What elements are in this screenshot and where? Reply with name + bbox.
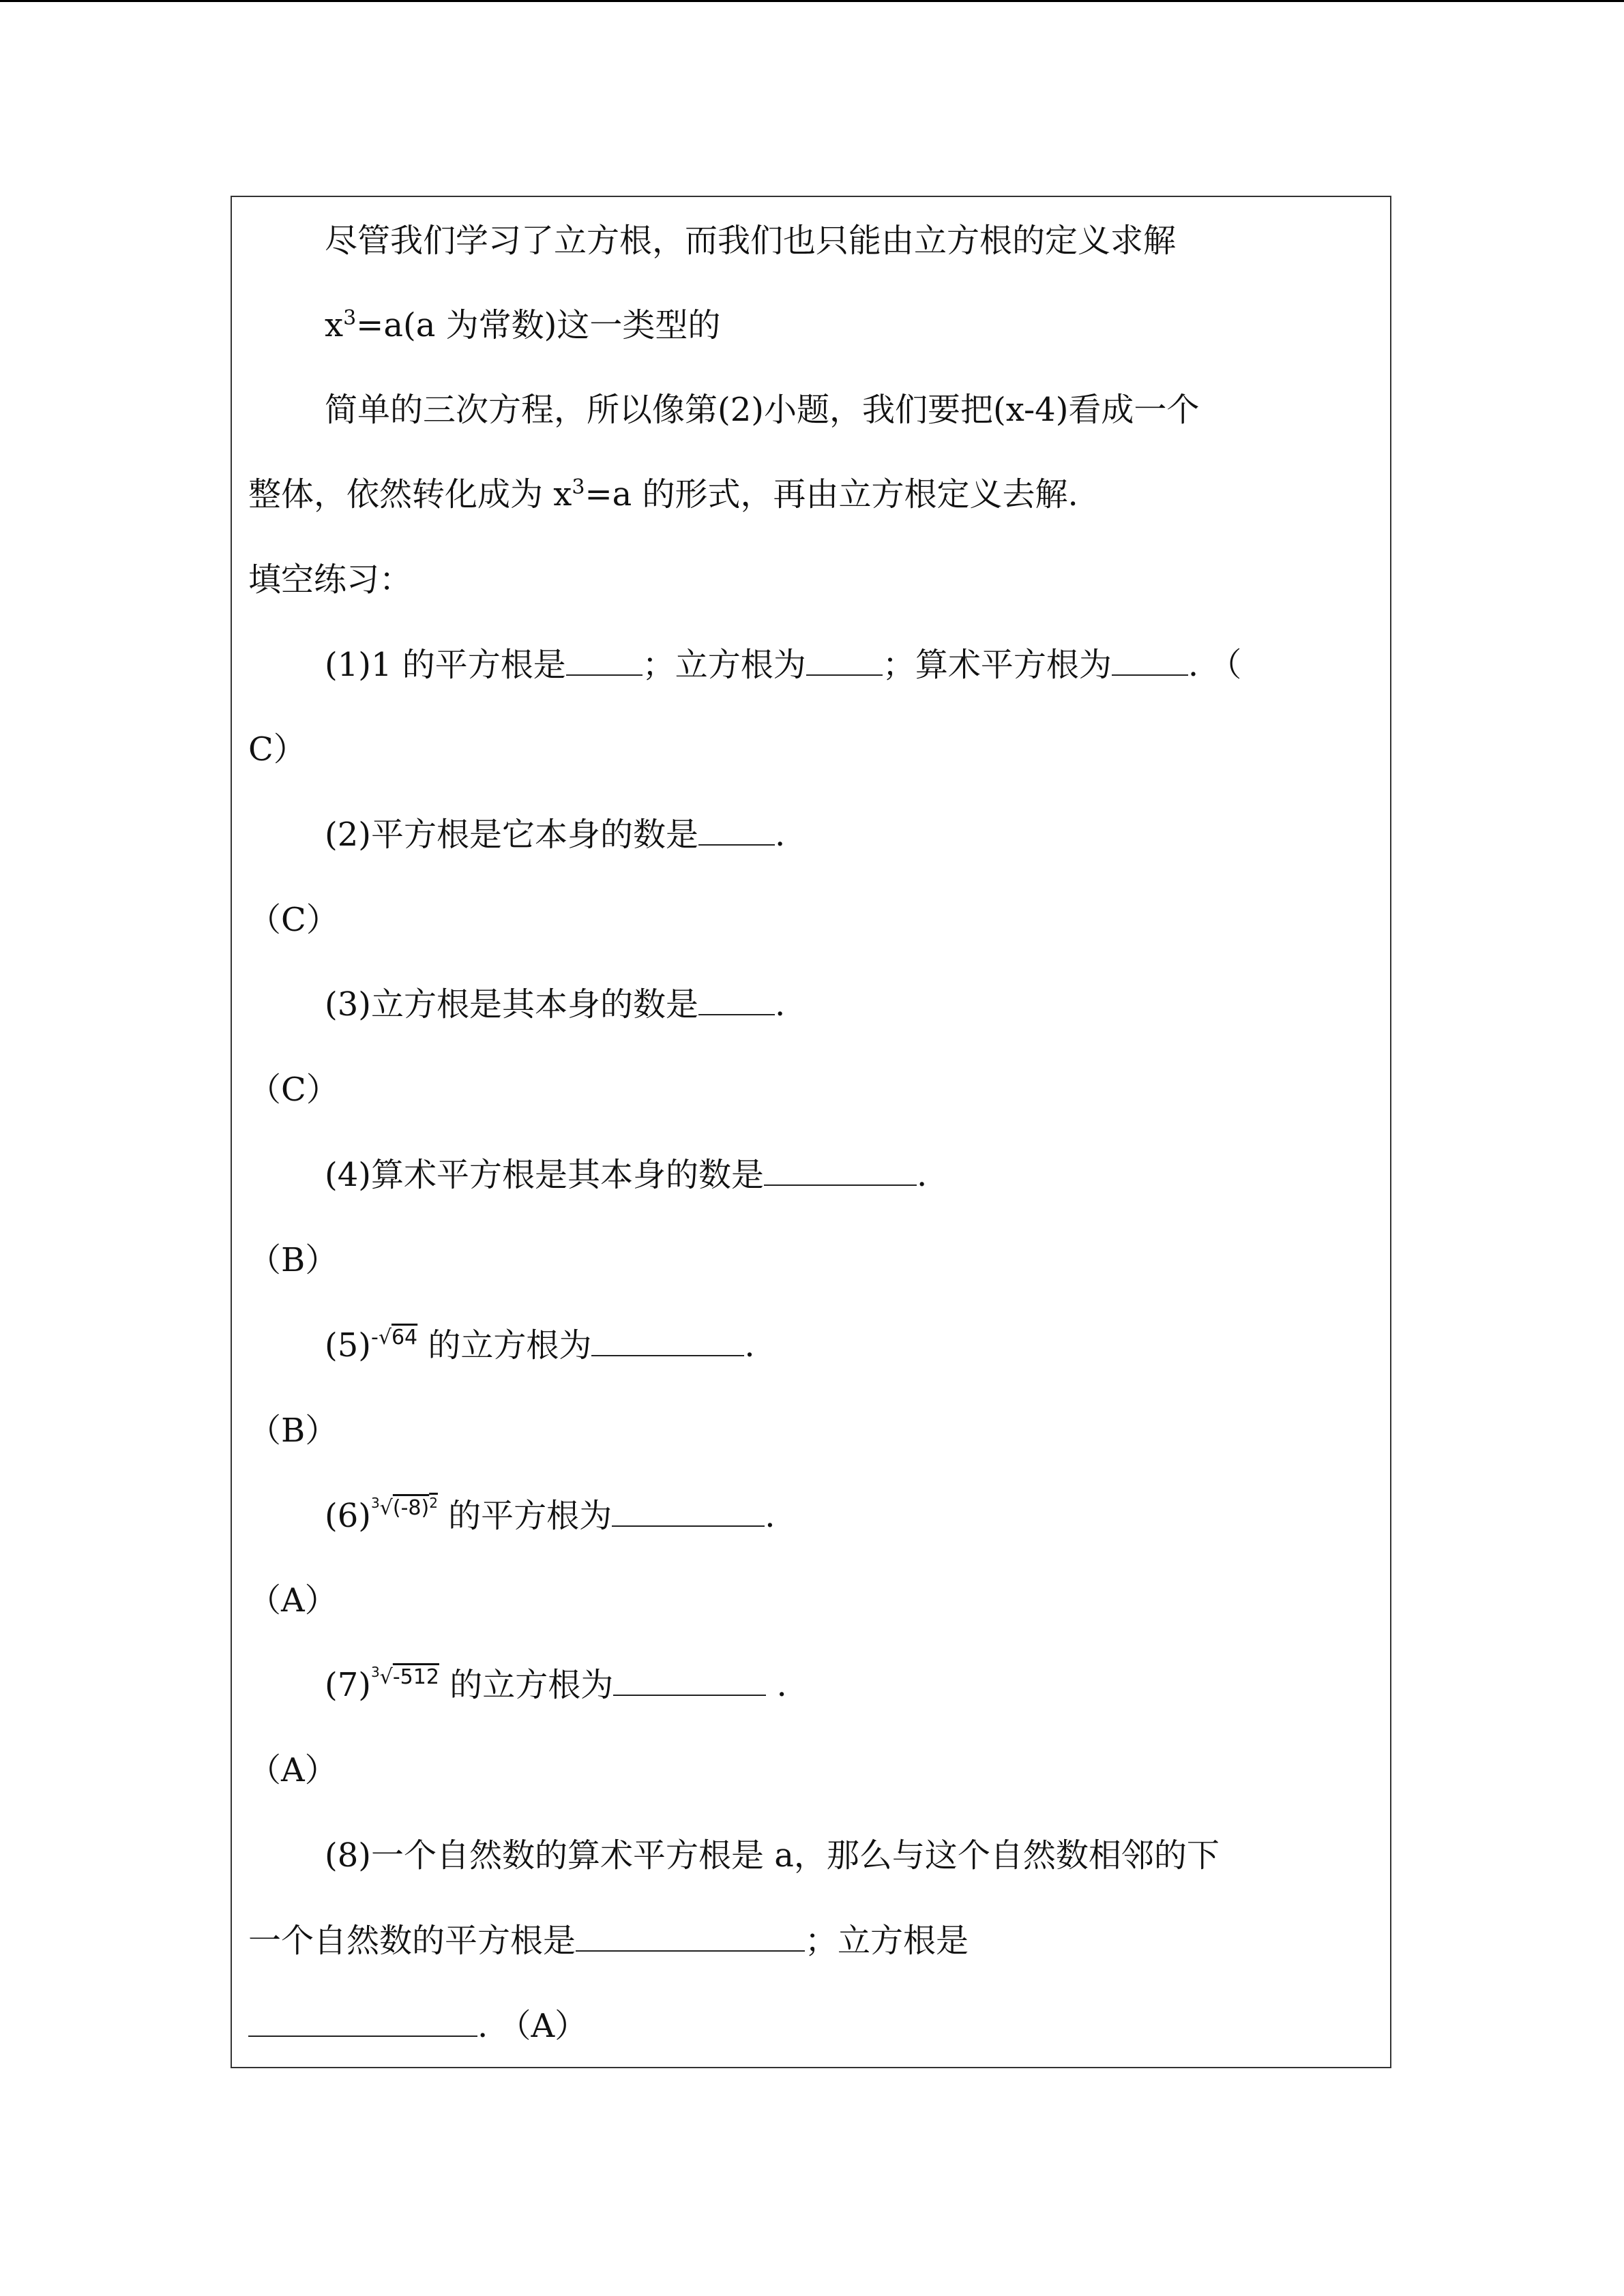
question-number: (7): [325, 1666, 371, 1704]
question-text: .: [775, 816, 786, 854]
intro-text: 简单的三次方程，所以像第(2)小题，我们要把(x-4)看成一个: [325, 391, 1200, 429]
intro-text: =a 的形式，再由立方根定义去解.: [585, 475, 1078, 513]
radicand-exponent: 2: [429, 1495, 438, 1511]
section-title-text: 填空练习：: [248, 561, 413, 599]
difficulty-level: C）: [248, 730, 306, 769]
question-8: [325, 1835, 1220, 1876]
intro-line-2: [325, 305, 720, 346]
intro-line-4: [248, 474, 1078, 515]
intro-exponent: 3: [343, 306, 357, 330]
question-5: [325, 1325, 755, 1371]
intro-text: 整体，依然转化成为 x: [248, 475, 572, 513]
question-text: (3)立方根是其本身的数是: [325, 985, 698, 1024]
radicand-base: (-8): [392, 1496, 430, 1520]
top-rule: [0, 0, 1624, 2]
question-text: ；立方根是: [805, 1922, 969, 1960]
question-4-level: [248, 1240, 338, 1281]
question-7: [325, 1665, 787, 1712]
question-3-level: [248, 1069, 339, 1110]
question-6-level: [248, 1580, 338, 1621]
answer-blank: [248, 2006, 477, 2037]
question-text: (4)算术平方根是其本身的数是: [325, 1156, 764, 1194]
question-number: (5): [325, 1326, 371, 1365]
root-index: 3: [371, 1495, 380, 1511]
question-text: 的立方根为: [417, 1326, 592, 1365]
question-3: [325, 984, 785, 1025]
question-2-level: [248, 899, 339, 940]
question-text: .: [744, 1326, 755, 1365]
question-text: . （A）: [477, 2007, 588, 2045]
math-expression: $^3$√-512: [371, 1664, 439, 1689]
answer-blank: [612, 1495, 765, 1527]
question-text: 一个自然数的平方根是: [248, 1922, 576, 1960]
difficulty-level: （C）: [248, 901, 339, 939]
question-1-level: [248, 729, 306, 770]
question-text: . （: [1187, 646, 1242, 684]
math-expression: $^3√(-8)^2$: [371, 1495, 438, 1520]
section-title: [248, 559, 412, 600]
answer-blank: [698, 814, 775, 846]
answer-blank: [698, 984, 775, 1015]
question-text: (1)1 的平方根是: [325, 646, 566, 684]
answer-blank: [1112, 644, 1188, 676]
question-text: 的立方根为: [439, 1666, 614, 1704]
answer-blank: [806, 644, 883, 676]
question-4: [325, 1154, 927, 1195]
math-radicand: -512: [392, 1665, 439, 1689]
question-text: ；立方根为: [642, 646, 806, 684]
question-text: (8)一个自然数的算术平方根是 a，那么与这个自然数相邻的下: [325, 1836, 1220, 1875]
math-radicand: [393, 1496, 438, 1520]
math-sign: -: [371, 1326, 379, 1350]
question-number: (6): [325, 1497, 371, 1535]
difficulty-level: （B）: [248, 1412, 338, 1450]
question-2: [325, 814, 785, 855]
question-5-level: [248, 1410, 338, 1451]
difficulty-level: （B）: [248, 1241, 338, 1279]
intro-text: 尽管我们学习了立方根，而我们也只能由立方根的定义求解: [325, 222, 1177, 260]
difficulty-level: （C）: [248, 1071, 339, 1109]
intro-text: =a(a 为常数)这一类型的: [356, 306, 721, 344]
question-1: [325, 644, 1241, 685]
answer-blank: [576, 1920, 805, 1952]
intro-exponent: 3: [572, 475, 585, 499]
question-7-level: [248, 1750, 338, 1791]
question-text: .: [766, 1666, 787, 1704]
root-index: 3: [371, 1664, 380, 1680]
question-text: .: [765, 1497, 776, 1535]
question-text: .: [917, 1156, 928, 1194]
answer-blank: [764, 1154, 917, 1186]
question-text: ；算术平方根为: [882, 646, 1112, 684]
question-text: (2)平方根是它本身的数是: [325, 816, 698, 854]
question-text: 的平方根为: [437, 1497, 612, 1535]
answer-blank: [591, 1325, 744, 1356]
question-8-line-3: [248, 2006, 587, 2046]
math-expression: -√64: [371, 1326, 418, 1350]
question-text: .: [775, 985, 786, 1024]
answer-blank: [566, 644, 643, 676]
answer-blank: [613, 1665, 766, 1696]
question-6: [325, 1495, 775, 1542]
intro-line-3: [325, 389, 1199, 430]
intro-line-1: [325, 220, 1176, 261]
question-8-line-2: [248, 1920, 969, 1961]
difficulty-level: （A）: [248, 1581, 338, 1620]
math-radicand: 64: [391, 1326, 418, 1350]
intro-var: x: [325, 306, 344, 344]
difficulty-level: （A）: [248, 1751, 338, 1789]
